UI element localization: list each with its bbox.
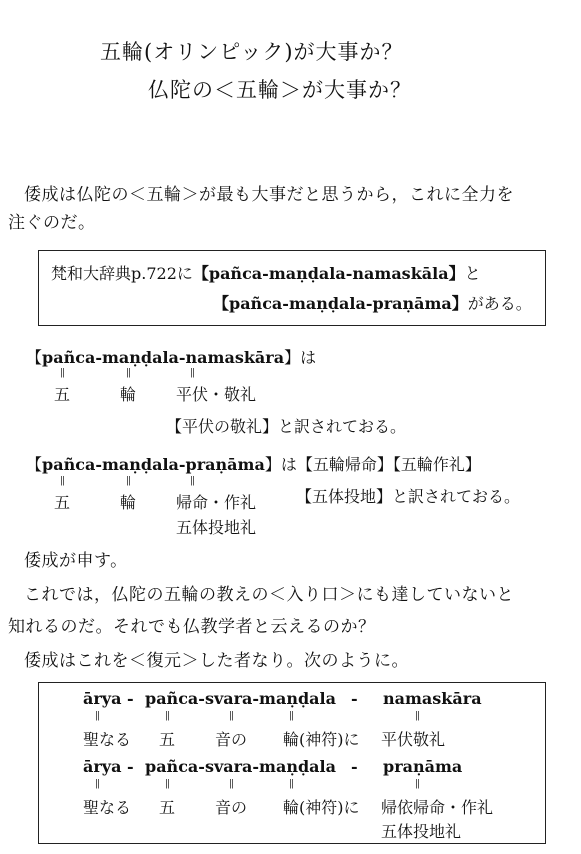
term-b-gloss-1: 五 — [54, 493, 71, 512]
term-a-bracket-open: 【 — [26, 348, 43, 367]
term-a-gloss-1: 五 — [54, 385, 71, 404]
restoration-box — [38, 682, 546, 844]
term-a-line — [26, 345, 316, 368]
row1-eq-2: || — [165, 711, 170, 721]
term-a-eq-2: || — [126, 368, 131, 378]
row1-word-pancasvaramandala: pañca-svara-maṇḍala — [145, 689, 336, 708]
row1-eq-1: || — [95, 711, 100, 721]
term-b-line — [26, 452, 481, 475]
row1-gloss-sound: 音の — [215, 730, 248, 749]
term-b-bracket-open: 【 — [26, 455, 43, 474]
term-b-particle: は — [280, 455, 297, 474]
dictionary-line-2 — [213, 291, 532, 314]
term-a-translation: 【平伏の敬礼】と訳されておる。 — [166, 417, 407, 436]
title-line-2: 仏陀の＜五輪＞が大事か？ — [148, 78, 412, 102]
term-a-eq-3: || — [190, 368, 195, 378]
row1-gloss-holy: 聖なる — [83, 730, 132, 749]
row2-eq-5: || — [415, 779, 420, 789]
statement-line-1: 倭成が申す。 — [24, 551, 128, 571]
row2-word-arya: ārya - — [83, 757, 134, 776]
row1-gloss-five: 五 — [159, 730, 176, 749]
dictionary-suffix-2: がある。 — [467, 294, 532, 313]
title-line-1: 五輪(オリンピック)が大事か？ — [100, 40, 404, 64]
term-b-gloss-2: 輪 — [120, 493, 137, 512]
term-b-gloss-3a: 帰命・作礼 — [176, 493, 257, 512]
term-b-bracket-close: 】 — [264, 455, 281, 474]
term-b-gloss-3b: 五体投地礼 — [176, 518, 257, 537]
dictionary-line-1 — [51, 261, 481, 284]
row2-gloss-devotion: 帰依帰命・作礼 — [381, 798, 494, 817]
row2-word-dash: - — [351, 757, 358, 776]
row2-gloss-holy: 聖なる — [83, 798, 132, 817]
dictionary-box — [38, 250, 546, 326]
row2-eq-3: || — [229, 779, 234, 789]
row1-word-dash: - — [351, 689, 358, 708]
row1-eq-5: || — [415, 711, 420, 721]
term-a-sanskrit: pañca-maṇḍala-namaskāra — [42, 348, 285, 367]
row2-gloss-fullbody: 五体投地礼 — [381, 822, 462, 841]
term-a-gloss-3: 平伏・敬礼 — [176, 385, 257, 404]
term-b-alt-2: 【五体投地】と訳されておる。 — [296, 487, 521, 506]
statement-line-2: これでは，仏陀の五輪の教えの＜入り口＞にも達していないと — [24, 585, 514, 605]
dictionary-term-1: 【pañca-maṇḍala-namaskāla】 — [192, 264, 465, 283]
row1-gloss-prostration: 平伏敬礼 — [381, 730, 446, 749]
term-b-eq-2: || — [126, 476, 131, 486]
intro-line-2: 注ぐのだ。 — [8, 213, 96, 233]
row1-word-namaskara: namaskāra — [383, 689, 482, 708]
dictionary-term-2: 【pañca-maṇḍala-praṇāma】 — [213, 294, 468, 313]
term-a-eq-1: || — [60, 368, 65, 378]
row2-gloss-sound: 音の — [215, 798, 248, 817]
term-b-eq-3: || — [190, 476, 195, 486]
row2-word-pancasvaramandala: pañca-svara-maṇḍala — [145, 757, 336, 776]
row2-eq-2: || — [165, 779, 170, 789]
term-a-gloss-2: 輪 — [120, 385, 137, 404]
row1-gloss-wheel: 輪(神符)に — [283, 730, 360, 749]
statement-line-3: 知れるのだ。それでも仏教学者と云えるのか？ — [8, 617, 376, 637]
dictionary-suffix-1: と — [464, 264, 481, 283]
row2-eq-1: || — [95, 779, 100, 789]
row2-word-pranama: praṇāma — [383, 757, 463, 776]
intro-line-1: 倭成は仏陀の＜五輪＞が最も大事だと思うから，これに全力を — [24, 185, 514, 205]
row2-gloss-five: 五 — [159, 798, 176, 817]
term-b-eq-1: || — [60, 476, 65, 486]
term-a-bracket-close: 】 — [284, 348, 301, 367]
term-b-sanskrit: pañca-maṇḍala-praṇāma — [42, 455, 265, 474]
row1-eq-4: || — [289, 711, 294, 721]
term-b-alt-1: 【五輪帰命】【五輪作礼】 — [296, 455, 481, 474]
row1-word-arya: ārya - — [83, 689, 134, 708]
statement-line-4: 倭成はこれを＜復元＞した者なり。次のように。 — [24, 651, 409, 671]
term-a-particle: は — [300, 348, 317, 367]
row1-eq-3: || — [229, 711, 234, 721]
row2-gloss-wheel: 輪(神符)に — [283, 798, 360, 817]
dictionary-prefix: 梵和大辞典p.722に — [51, 264, 193, 283]
row2-eq-4: || — [289, 779, 294, 789]
